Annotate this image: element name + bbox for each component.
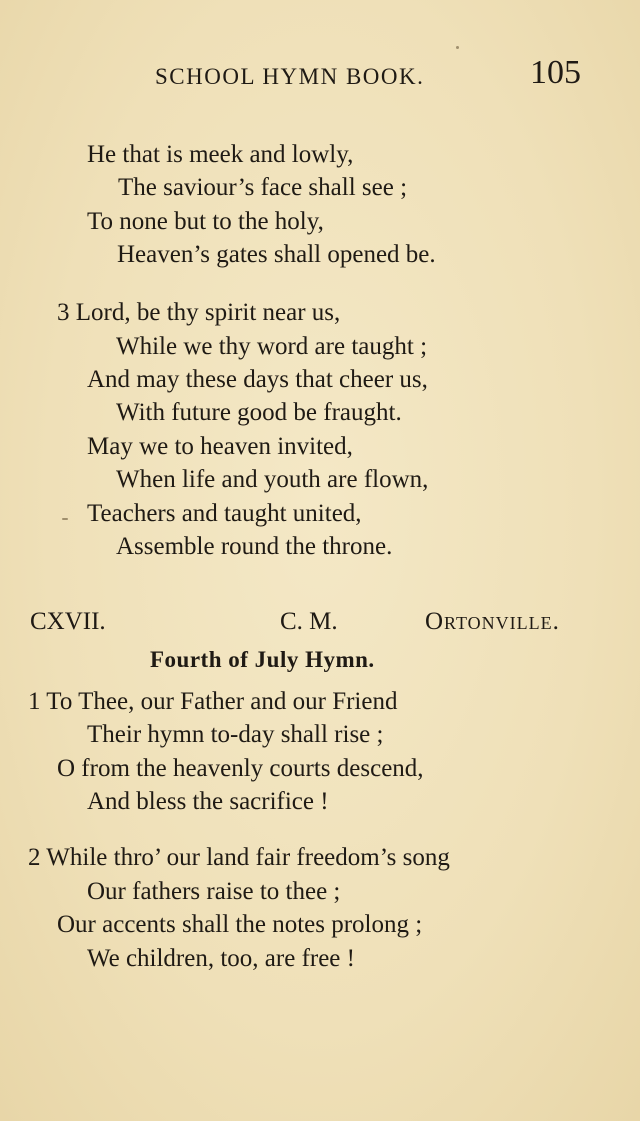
verse-line: When life and youth are flown, — [116, 466, 429, 493]
verse-line: Their hymn to-day shall rise ; — [87, 721, 384, 748]
hymn-number: CXVII. — [30, 608, 106, 635]
verse-line: 2 While thro’ our land fair freedom’s song — [28, 844, 450, 871]
tune-name: Ortonville. — [425, 608, 560, 635]
running-header: SCHOOL HYMN BOOK. — [155, 64, 425, 89]
verse-line: Heaven’s gates shall opened be. — [117, 241, 436, 268]
verse-line: May we to heaven invited, — [87, 433, 353, 460]
verse-line: We children, too, are free ! — [87, 945, 355, 972]
verse-line: Our fathers raise to thee ; — [87, 878, 341, 905]
verse-line: O from the heavenly courts descend, — [57, 755, 424, 782]
verse-line: And bless the sacrifice ! — [87, 788, 329, 815]
hymn-title: Fourth of July Hymn. — [150, 647, 375, 672]
paper-speck — [456, 46, 459, 49]
verse-line: 3 Lord, be thy spirit near us, — [57, 299, 341, 326]
verse-line: Teachers and taught united, — [87, 500, 362, 527]
verse-line: He that is meek and lowly, — [87, 141, 354, 168]
hymn-meter: C. M. — [280, 608, 338, 635]
verse-line: The saviour’s face shall see ; — [118, 174, 408, 201]
verse-line: And may these days that cheer us, — [87, 366, 428, 393]
verse-line: While we thy word are taught ; — [116, 333, 428, 360]
page-number: 105 — [530, 54, 581, 91]
verse-line: Assemble round the throne. — [116, 533, 393, 560]
verse-line: 1 To Thee, our Father and our Friend — [28, 688, 398, 715]
paper-speck — [62, 518, 68, 520]
verse-line: To none but to the holy, — [87, 208, 324, 235]
verse-line: Our accents shall the notes prolong ; — [57, 911, 423, 938]
verse-line: With future good be fraught. — [116, 399, 402, 426]
